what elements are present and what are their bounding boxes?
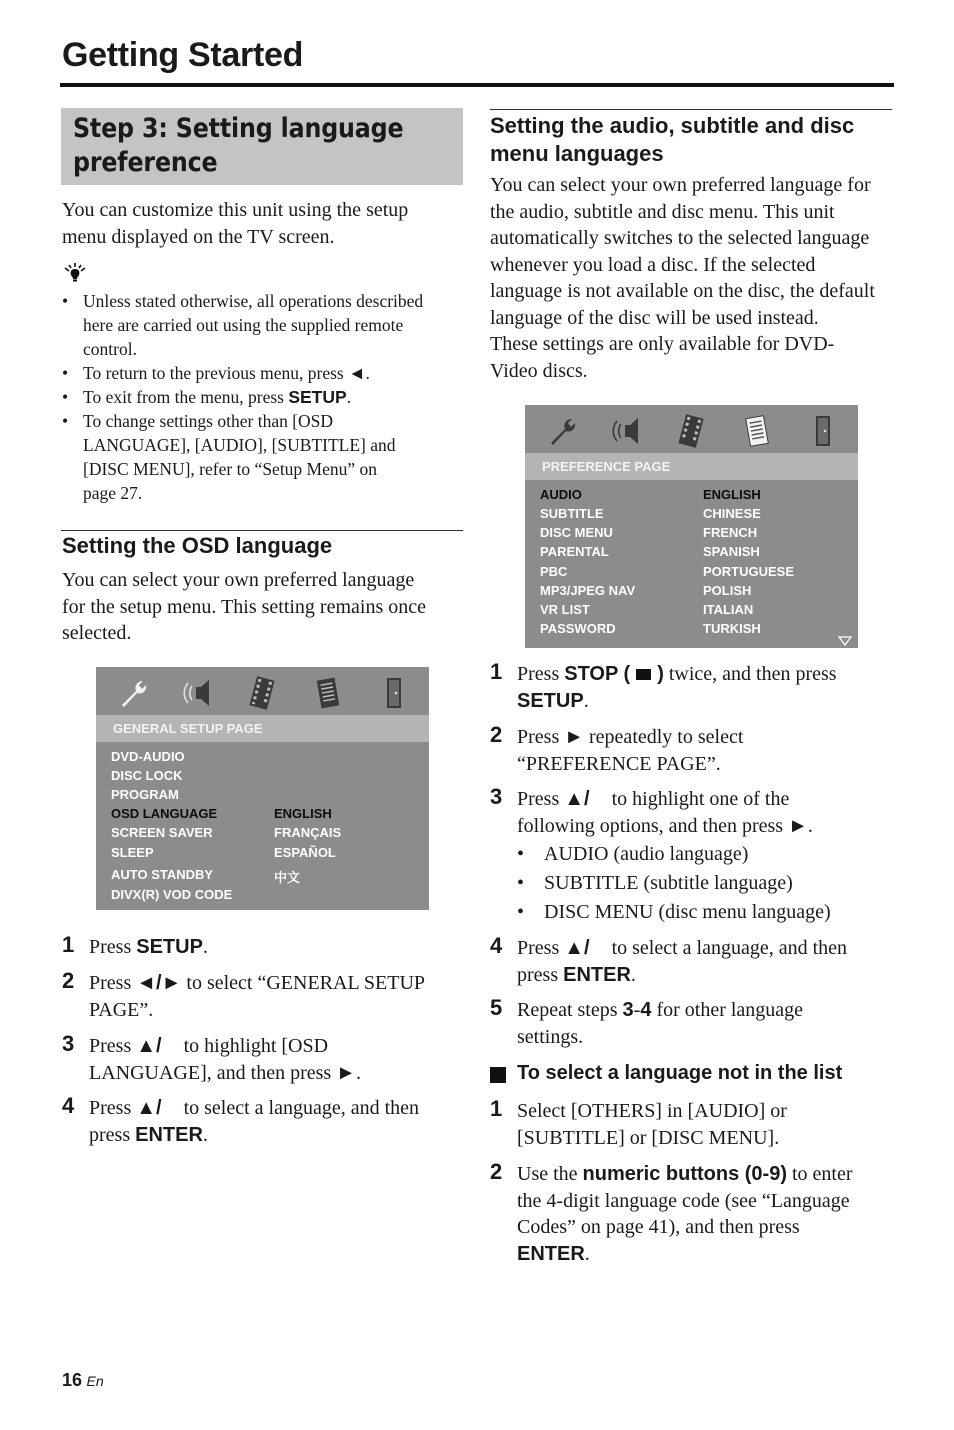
door-exit-icon (805, 413, 839, 447)
square-bullet-icon (490, 1067, 506, 1083)
menu-item: PARENTAL (540, 544, 609, 559)
osd-paragraph: You can select your own preferred language for the setup menu. This setting remains once selected. (62, 569, 426, 644)
section-rule (61, 530, 463, 531)
stop-icon (636, 669, 651, 680)
option-item: ITALIAN (703, 602, 754, 617)
menu-item-selected: AUDIO (540, 487, 582, 502)
menu-item: SUBTITLE (540, 506, 604, 521)
speaker-icon (180, 675, 214, 709)
title-rule (60, 83, 894, 87)
option-item: ESPAÑOL (274, 845, 336, 860)
speaker-icon (609, 413, 643, 447)
tip-item: • To change settings other than [OSD LANGUAGE], [AUDIO], [SUBTITLE] and [DISC MENU], refer to “Setup Menu” on page 27. (62, 411, 396, 503)
option-item: PORTUGUESE (703, 564, 795, 579)
option-item: TURKISH (703, 621, 761, 636)
option-item-selected: ENGLISH (274, 806, 332, 821)
screen-icon-bar (96, 667, 429, 715)
audio-paragraph: You can select your own preferred language for the audio, subtitle and disc menu. This unit automatically switches to the selected language whenever you load a disc. If the selected language is not available on the disc, the default language of the disc will be used instead. These settings are only available for DVD- Video discs. (490, 174, 875, 382)
page-footer (62, 1370, 104, 1391)
menu-item: MP3/JPEG NAV (540, 583, 636, 598)
wrench-icon (116, 675, 150, 709)
document-icon (739, 413, 773, 447)
wrench-icon (545, 413, 579, 447)
step-title-box (61, 108, 463, 185)
general-setup-screen (96, 667, 429, 910)
option-bullet: • SUBTITLE (subtitle language) (517, 872, 793, 894)
option-item: FRENCH (703, 525, 758, 540)
document-icon (310, 675, 344, 709)
menu-item: DIVX(R) VOD CODE (111, 887, 233, 902)
menu-item: PBC (540, 564, 568, 579)
tips-list (62, 289, 462, 505)
preference-screen (525, 405, 858, 648)
menu-item: PASSWORD (540, 621, 616, 636)
menu-item-selected: OSD LANGUAGE (111, 806, 218, 821)
menu-item: DVD-AUDIO (111, 749, 185, 764)
option-bullet: • DISC MENU (disc menu language) (517, 901, 831, 923)
door-exit-icon (376, 675, 410, 709)
option-item: POLISH (703, 583, 752, 598)
scroll-down-icon (838, 633, 852, 651)
page-language: En (86, 1373, 104, 1389)
menu-item: PROGRAM (111, 787, 179, 802)
menu-item: VR LIST (540, 602, 590, 617)
sub-heading: To select a language not in the list (517, 1062, 843, 1084)
option-item-selected: ENGLISH (703, 487, 761, 502)
option-item: FRANÇAIS (274, 825, 342, 840)
page-number: 16 (62, 1370, 83, 1390)
option-item: SPANISH (703, 544, 760, 559)
tip-item: • To return to the previous menu, press ◄. (62, 363, 370, 383)
film-icon (244, 675, 278, 709)
page-title: Getting Started (62, 36, 304, 74)
menu-item: DISC LOCK (111, 768, 183, 783)
menu-item: DISC MENU (540, 525, 613, 540)
screen-icon-bar (525, 405, 858, 453)
option-item: 中文 (274, 870, 301, 885)
intro-paragraph: You can customize this unit using the setup menu displayed on the TV screen. (62, 199, 409, 248)
section-rule (490, 109, 892, 110)
tip-item: • Unless stated otherwise, all operations described here are carried out using the supplied remote control. (62, 291, 424, 359)
audio-section-heading: Setting the audio, subtitle and disc menu languages (490, 113, 855, 166)
menu-item: SLEEP (111, 845, 154, 860)
film-icon (673, 413, 707, 447)
lightbulb-tip-icon (62, 262, 88, 282)
option-item: CHINESE (703, 506, 761, 521)
menu-item: SCREEN SAVER (111, 825, 213, 840)
step-title: Step 3: Setting language preference (73, 113, 404, 178)
tip-item: • To exit from the menu, press SETUP. (62, 387, 352, 407)
osd-section-heading: Setting the OSD language (62, 533, 333, 558)
screen-page-label: GENERAL SETUP PAGE (96, 715, 429, 742)
screen-page-label: PREFERENCE PAGE (525, 453, 858, 480)
menu-item: AUTO STANDBY (111, 867, 214, 882)
option-bullet: • AUDIO (audio language) (517, 843, 749, 865)
